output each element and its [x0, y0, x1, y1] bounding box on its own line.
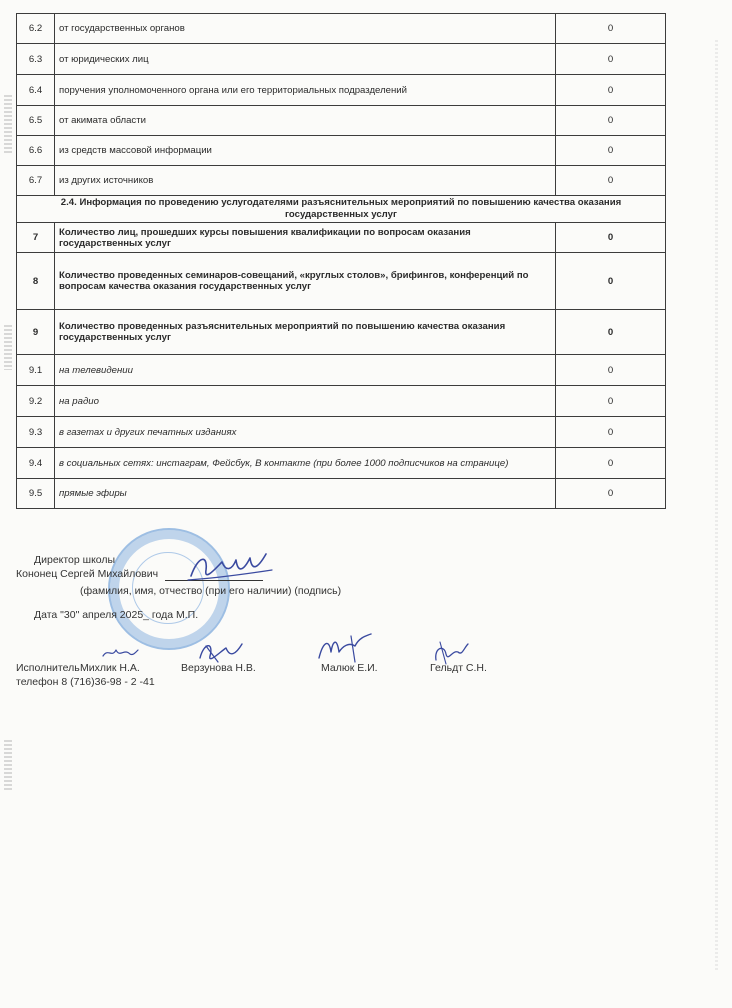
row-number: 7 — [17, 223, 55, 253]
row-text: от юридических лиц — [55, 44, 556, 75]
row-text: в газетах и других печатных изданиях — [55, 417, 556, 448]
row-value: 0 — [556, 355, 666, 386]
row-value: 0 — [556, 136, 666, 166]
row-text: от акимата области — [55, 106, 556, 136]
row-number: 6.6 — [17, 136, 55, 166]
executor-signature — [315, 632, 375, 666]
row-value: 0 — [556, 386, 666, 417]
row-number: 9.2 — [17, 386, 55, 417]
row-number: 9 — [17, 310, 55, 355]
table-row — [17, 479, 666, 509]
row-number: 9.5 — [17, 479, 55, 509]
scan-artifact — [4, 325, 12, 370]
name-caption: (фамилия, имя, отчество (при его наличии) (подпись) — [80, 585, 342, 597]
table-row — [17, 355, 666, 386]
row-value: 0 — [556, 166, 666, 196]
director-signature — [186, 548, 276, 586]
row-number: 9.3 — [17, 417, 55, 448]
table-row — [17, 253, 666, 310]
row-value: 0 — [556, 253, 666, 310]
row-text: из средств массовой информации — [55, 136, 556, 166]
executor-signature — [100, 642, 140, 664]
row-value: 0 — [556, 448, 666, 479]
table-row — [17, 106, 666, 136]
row-text: Количество лиц, прошедших курсы повышения квалификации по вопросам оказания государственных услуг — [55, 223, 556, 253]
row-value: 0 — [556, 14, 666, 44]
director-name: Кононец Сергей Михайлович — [16, 568, 159, 580]
row-text: прямые эфиры — [55, 479, 556, 509]
row-value: 0 — [556, 310, 666, 355]
table-row — [17, 75, 666, 106]
table-row — [17, 417, 666, 448]
executor-label: Исполнитель — [16, 662, 80, 674]
row-value: 0 — [556, 479, 666, 509]
scan-artifact — [4, 740, 12, 790]
row-value: 0 — [556, 417, 666, 448]
row-value: 0 — [556, 106, 666, 136]
row-number: 6.4 — [17, 75, 55, 106]
row-text: из других источников — [55, 166, 556, 196]
row-text: в социальных сетях: инстаграм, Фейсбук, В контакте (при более 1000 подписчиков на странице) — [55, 448, 556, 479]
row-text: Количество проведенных разъяснительных мероприятий по повышению качества оказания государственных услуг — [55, 310, 556, 355]
row-value: 0 — [556, 44, 666, 75]
row-text: на радио — [55, 386, 556, 417]
table-row — [17, 386, 666, 417]
row-number: 9.1 — [17, 355, 55, 386]
row-number: 6.3 — [17, 44, 55, 75]
row-value: 0 — [556, 75, 666, 106]
table-row — [17, 44, 666, 75]
executor-name: Михлик Н.А. — [80, 662, 140, 674]
section-heading-row — [17, 196, 666, 223]
section-heading: 2.4. Информация по проведению услугодателями разъяснительных мероприятий по повышению качества оказания государственных услуг — [17, 196, 666, 223]
executor-name: Малюк Е.И. — [321, 662, 378, 674]
row-number: 9.4 — [17, 448, 55, 479]
executor-signature — [430, 640, 470, 668]
table-row — [17, 223, 666, 253]
scan-artifact — [4, 95, 12, 155]
row-number: 8 — [17, 253, 55, 310]
director-title: Директор школы — [34, 554, 116, 566]
table-row — [17, 166, 666, 196]
table-row — [17, 448, 666, 479]
row-value: 0 — [556, 223, 666, 253]
executor-signature — [196, 638, 246, 668]
executor-name: Верзунова Н.В. — [181, 662, 256, 674]
executor-name: Гельдт С.Н. — [430, 662, 487, 674]
row-text: Количество проведенных семинаров-совещаний, «круглых столов», брифингов, конференций по вопросам качества оказания государственных услуг — [55, 253, 556, 310]
table-row — [17, 310, 666, 355]
row-text: от государственных органов — [55, 14, 556, 44]
row-text: поручения уполномоченного органа или его территориальных подразделений — [55, 75, 556, 106]
row-number: 6.5 — [17, 106, 55, 136]
report-table — [16, 13, 666, 509]
scan-artifact — [715, 40, 718, 970]
table-row — [17, 136, 666, 166]
table-row — [17, 14, 666, 44]
row-text: на телевидении — [55, 355, 556, 386]
row-number: 6.2 — [17, 14, 55, 44]
executor-phone: телефон 8 (716)36-98 - 2 -41 — [16, 676, 155, 688]
date-line: Дата "30" апреля 2025_ года М.П. — [34, 609, 199, 621]
row-number: 6.7 — [17, 166, 55, 196]
